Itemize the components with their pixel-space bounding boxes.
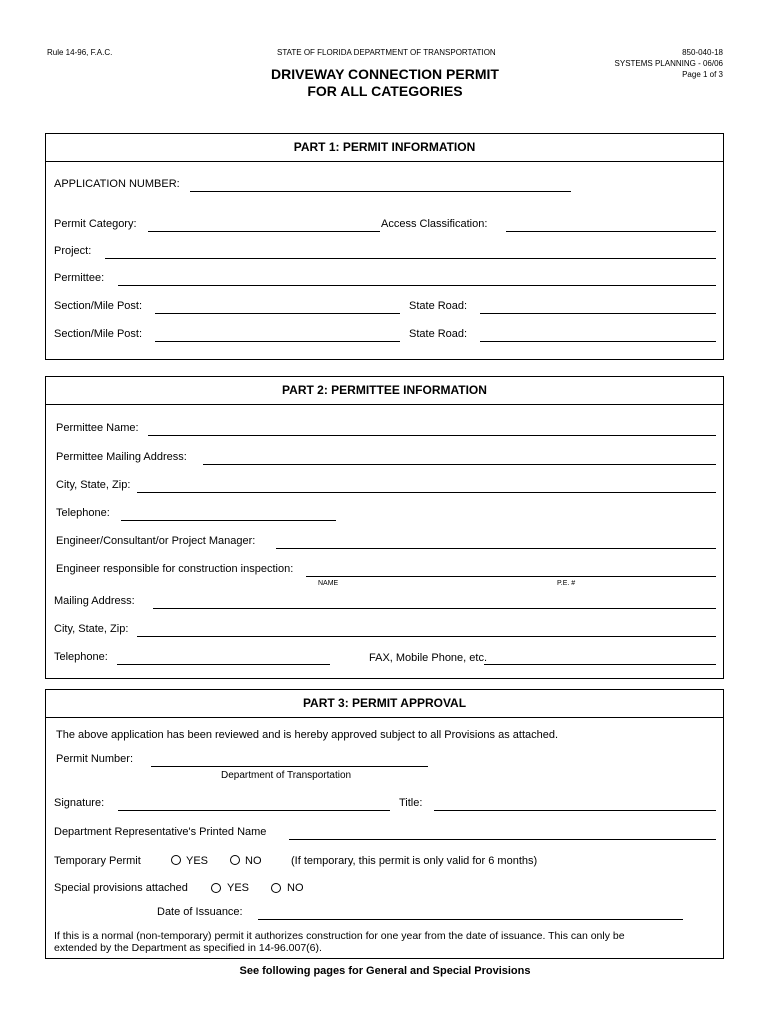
temporary-no-radio[interactable]: [230, 855, 240, 865]
permit-category-field[interactable]: [148, 231, 380, 232]
temporary-permit-label: Temporary Permit: [54, 855, 141, 867]
permittee-mailing-address-label: Permittee Mailing Address:: [56, 451, 187, 463]
special-yes-radio[interactable]: [211, 883, 221, 893]
name-caption: NAME: [318, 580, 339, 587]
part3-heading: PART 3: PERMIT APPROVAL: [46, 690, 723, 718]
special-provisions-label: Special provisions attached: [54, 882, 188, 894]
signature-field[interactable]: [118, 810, 390, 811]
agency-name: STATE OF FLORIDA DEPARTMENT OF TRANSPORTATION: [277, 48, 496, 57]
engineer-field[interactable]: [276, 548, 716, 549]
signature-label: Signature:: [54, 797, 105, 809]
page-title-line2: FOR ALL CATEGORIES: [307, 83, 463, 99]
application-number-label: APPLICATION NUMBER:: [54, 178, 180, 190]
rep-name-label: Department Representative's Printed Name: [54, 826, 267, 838]
page-number: Page 1 of 3: [682, 70, 723, 79]
section-mile-post-label-2: Section/Mile Post:: [54, 328, 143, 340]
section-mile-post-label-1: Section/Mile Post:: [54, 300, 143, 312]
telephone-field[interactable]: [121, 520, 336, 521]
form-number: 850-040-18: [682, 48, 723, 57]
permit-category-label: Permit Category:: [54, 218, 137, 230]
state-road-label-1: State Road:: [409, 300, 468, 312]
date-of-issuance-field[interactable]: [258, 919, 683, 920]
mailing-address-label: Mailing Address:: [54, 595, 135, 607]
title-label: Title:: [399, 797, 423, 809]
permittee-name-field[interactable]: [148, 435, 716, 436]
project-label: Project:: [54, 245, 92, 257]
normal-permit-note-line1: If this is a normal (non-temporary) permit it authorizes construction for one year from the date of issuance. This can only be: [54, 930, 625, 942]
part1-section: [45, 133, 724, 360]
project-field[interactable]: [105, 258, 716, 259]
fax-field[interactable]: [484, 664, 716, 665]
dot-caption: Department of Transportation: [221, 770, 352, 781]
temporary-yes-radio[interactable]: [171, 855, 181, 865]
normal-permit-note-line2: extended by the Department as specified in 14-96.007(6).: [54, 942, 322, 954]
access-classification-label: Access Classification:: [381, 218, 488, 230]
state-road-field-1[interactable]: [480, 313, 716, 314]
permittee-mailing-address-field[interactable]: [203, 464, 716, 465]
engineer-inspection-label: Engineer responsible for construction inspection:: [56, 563, 294, 575]
state-road-field-2[interactable]: [480, 341, 716, 342]
engineer-inspection-field[interactable]: [306, 576, 716, 577]
permittee-field[interactable]: [118, 285, 716, 286]
footer-note: See following pages for General and Special Provisions: [239, 965, 531, 977]
permit-number-label: Permit Number:: [56, 753, 134, 765]
rule-reference: Rule 14-96, F.A.C.: [47, 48, 113, 57]
pe-number-caption: P.E. #: [557, 580, 576, 587]
telephone-label: Telephone:: [56, 507, 110, 519]
city-state-zip-label-2: City, State, Zip:: [54, 623, 129, 635]
application-number-field[interactable]: [190, 191, 571, 192]
date-of-issuance-label: Date of Issuance:: [157, 906, 243, 918]
office-revision: SYSTEMS PLANNING - 06/06: [614, 59, 723, 68]
page-title-line1: DRIVEWAY CONNECTION PERMIT: [271, 66, 499, 82]
city-state-zip-label: City, State, Zip:: [56, 479, 131, 491]
telephone-field-2[interactable]: [117, 664, 330, 665]
temporary-note: (If temporary, this permit is only valid for 6 months): [291, 855, 538, 867]
city-state-zip-field[interactable]: [137, 492, 716, 493]
permittee-name-label: Permittee Name:: [56, 422, 139, 434]
access-classification-field[interactable]: [506, 231, 716, 232]
temporary-no-label: NO: [245, 855, 262, 867]
rep-name-field[interactable]: [289, 839, 716, 840]
engineer-label: Engineer/Consultant/or Project Manager:: [56, 535, 256, 547]
part1-heading: PART 1: PERMIT INFORMATION: [46, 134, 723, 162]
mailing-address-field[interactable]: [153, 608, 716, 609]
fax-label: FAX, Mobile Phone, etc.: [369, 652, 488, 664]
state-road-label-2: State Road:: [409, 328, 468, 340]
section-mile-post-field-1[interactable]: [155, 313, 400, 314]
special-yes-label: YES: [227, 882, 250, 894]
special-no-label: NO: [287, 882, 304, 894]
part2-heading: PART 2: PERMITTEE INFORMATION: [46, 377, 723, 405]
permit-number-field[interactable]: [151, 766, 428, 767]
special-no-radio[interactable]: [271, 883, 281, 893]
title-field[interactable]: [434, 810, 716, 811]
permittee-label: Permittee:: [54, 272, 105, 284]
part2-section: [45, 376, 724, 679]
city-state-zip-field-2[interactable]: [137, 636, 716, 637]
temporary-yes-label: YES: [186, 855, 209, 867]
telephone-label-2: Telephone:: [54, 651, 108, 663]
section-mile-post-field-2[interactable]: [155, 341, 400, 342]
approval-statement: The above application has been reviewed and is hereby approved subject to all Provisions as attached.: [56, 729, 559, 741]
